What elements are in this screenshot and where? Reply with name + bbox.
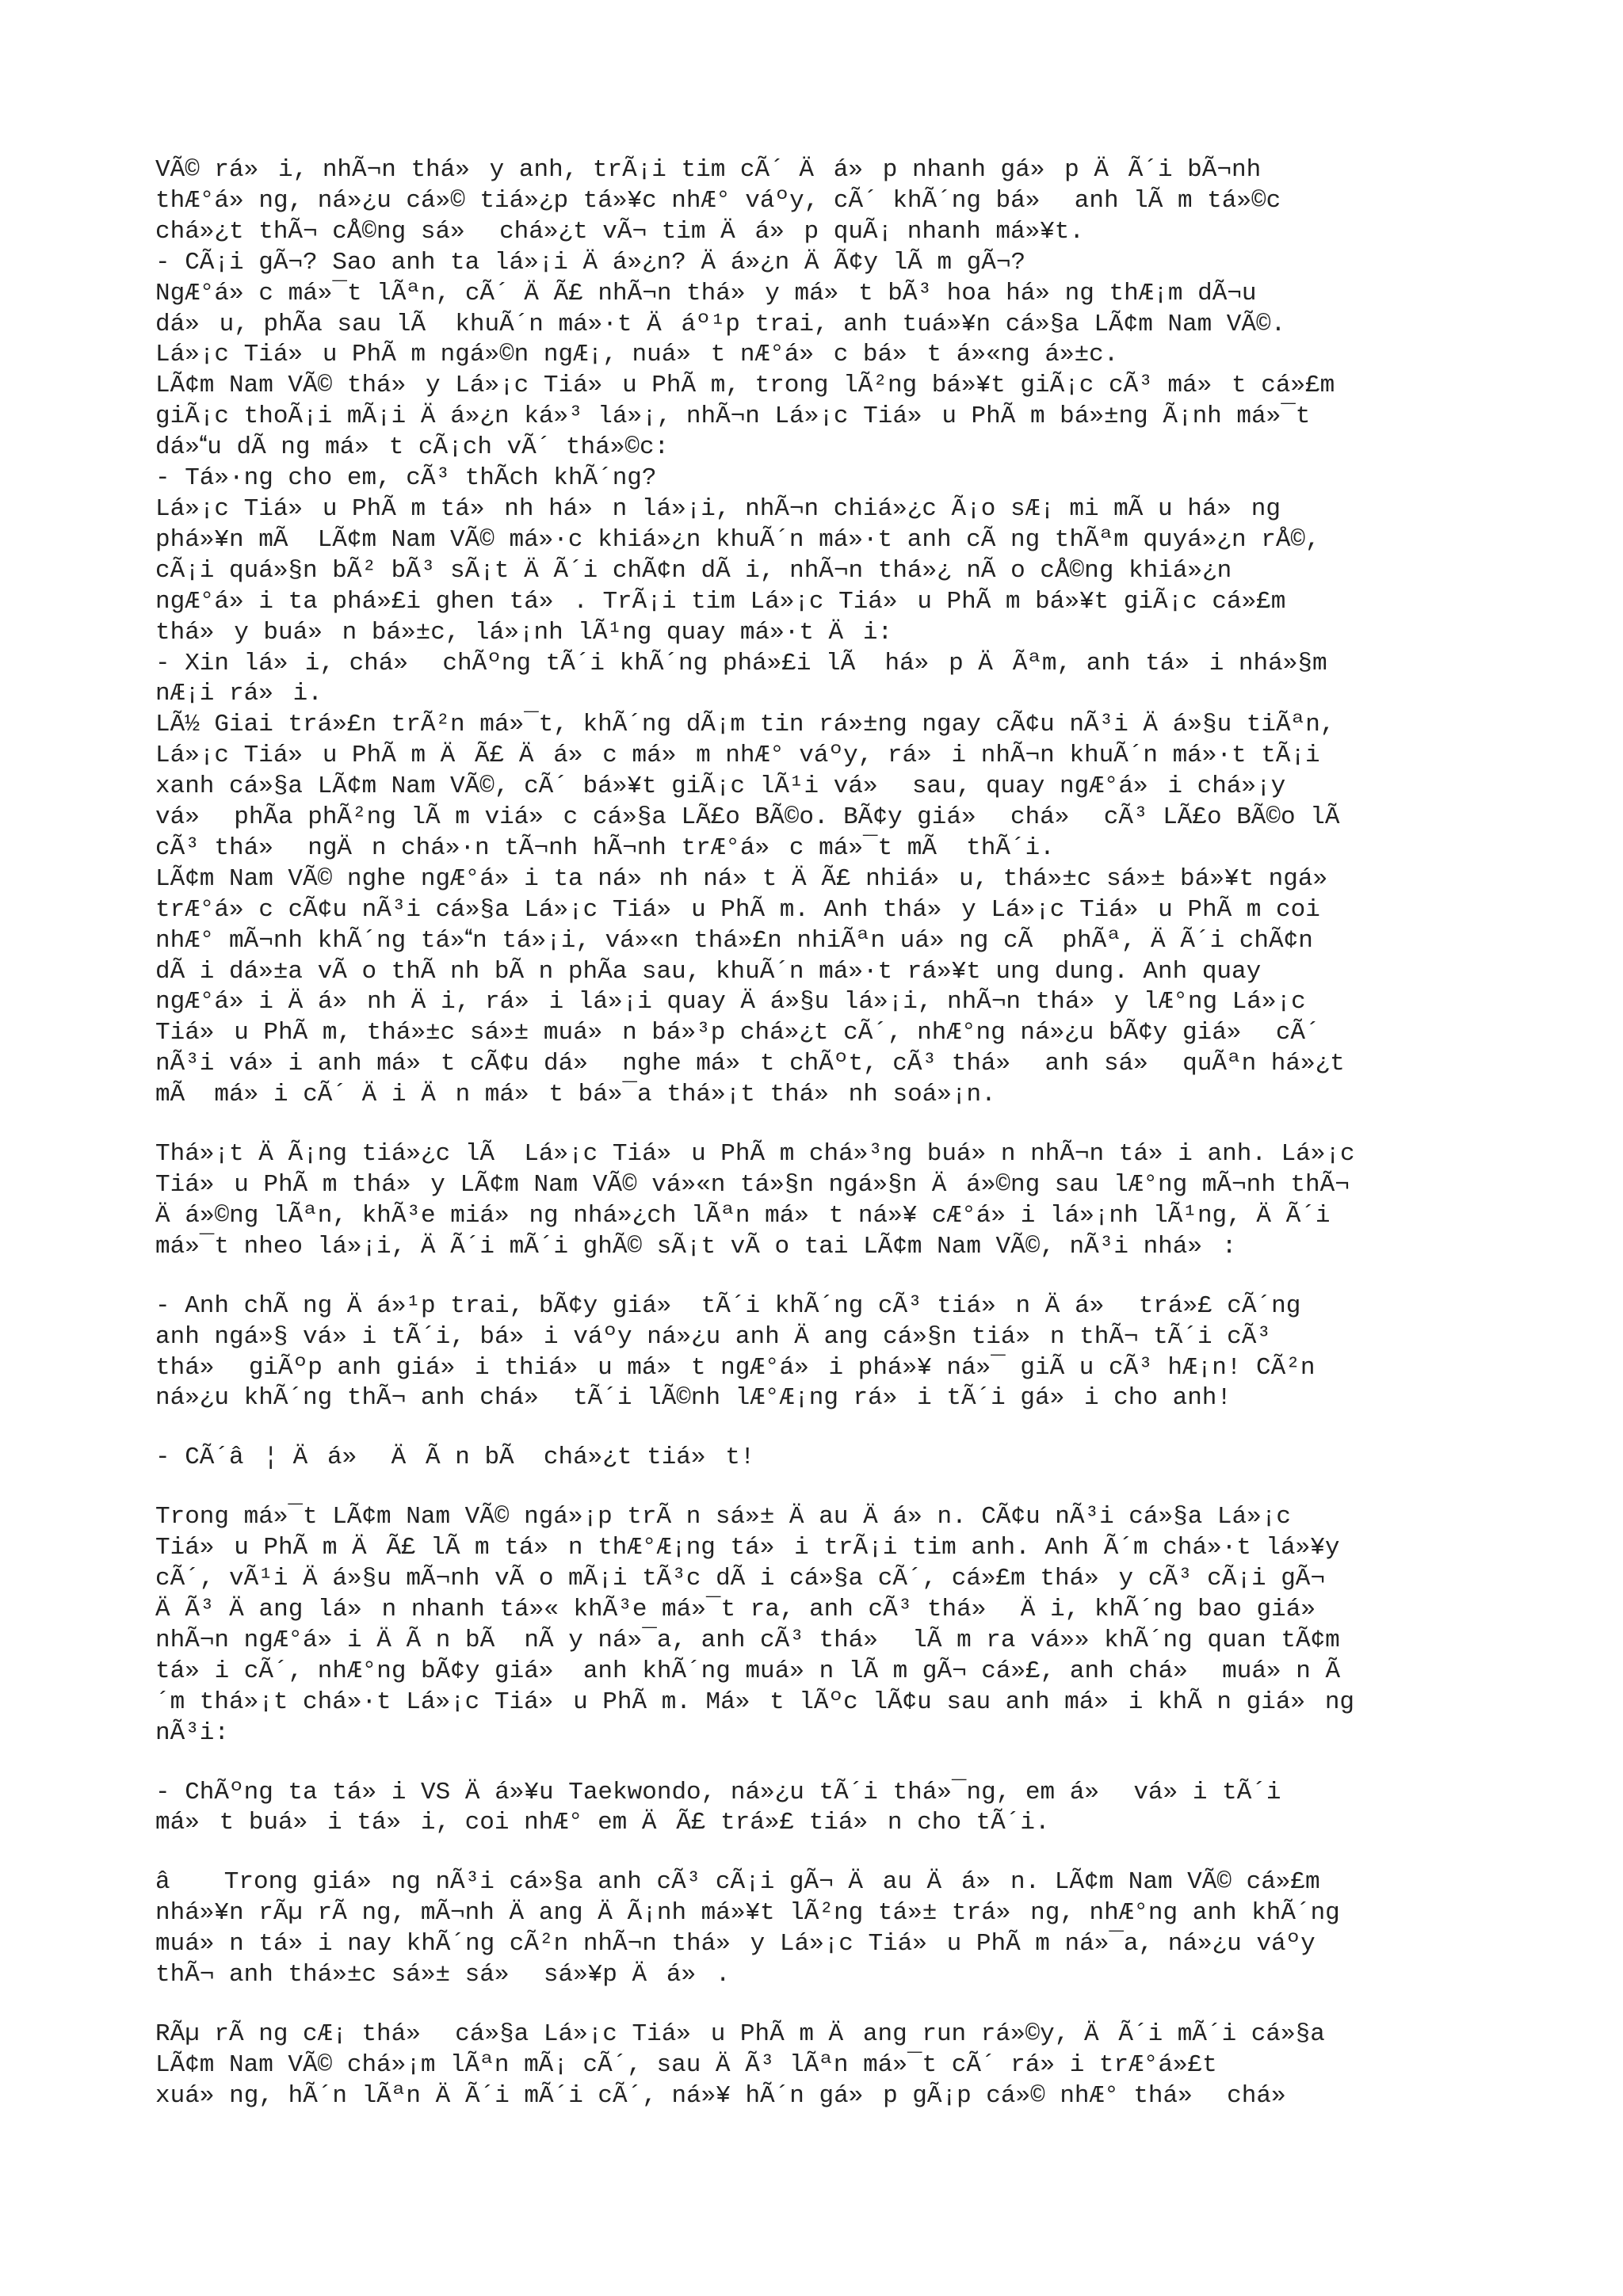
document-page bbox=[155, 155, 1487, 2112]
paragraph-7: â Trong giá»ng nÃ³i cá»§a anh cÃ³ cÃ¡i gÃ¬ Äau Äá»n. LÃ¢m Nam VÃ© cá»£m nhá»¥n rÃµ rÃ ng, mÃ¬nh Äang ÄÃ¡nh má»¥t lÃ²ng tá»± trá»ng, nhÆ°ng anh khÃ´ng muá»n tá»i nay khÃ´ng cÃ²n nhÃ¬n thá»y Lá»¡c Tiá»u PhÃ m ná»¯a, ná»¿u váºy thÃ¬ anh thá»±c sá»± sá» sá»¥p Äá». bbox=[155, 1868, 1340, 1989]
paragraph-gap bbox=[155, 1263, 1487, 1291]
paragraph-3: - Anh chÃ ng Äá»¹p trai, bÃ¢y giá» tÃ´i khÃ´ng cÃ³ tiá»n Äá» trá»£ cÃ´ng anh ngá»§ vá»i tÃ´i, bá»i váºy ná»¿u anh Äang cá»§n tiá»n thÃ¬ tÃ´i cÃ³ thá» giÃºp anh giá»i thiá»u má»t ngÆ°á»i phá»¥ ná»¯ giÃ u cÃ³ hÆ¡n! CÃ²n ná»¿u khÃ´ng thÃ¬ anh chá» tÃ´i lÃ©nh lÆ°Æ¡ng rá»i tÃ´i gá»i cho anh! bbox=[155, 1291, 1316, 1413]
paragraph-gap bbox=[155, 1414, 1487, 1443]
paragraph-gap bbox=[155, 1749, 1487, 1778]
paragraph-6: - ChÃºng ta tá»i VS Äá»¥u Taekwondo, ná»¿u tÃ´i thá»¯ng, em á» vá»i tÃ´i má»t buá»i tá»i, coi nhÆ° em ÄÃ£ trá»£ tiá»n cho tÃ´i. bbox=[155, 1778, 1281, 1837]
paragraph-2: Thá»¡t ÄÃ¡ng tiá»¿c lÃ Lá»¡c Tiá»u PhÃ m chá»³ng buá»n nhÃ¬n tá»i anh. Lá»¡c Tiá»u PhÃ m thá»y LÃ¢m Nam VÃ© vá»«n tá»§n ngá»§n Äá»©ng sau lÆ°ng mÃ¬nh thÃ¬ Äá»©ng lÃªn, khÃ³e miá»ng nhá»¿ch lÃªn má»t ná»¥ cÆ°á»i lá»¡nh lÃ¹ng, ÄÃ´i má»¯t nheo lá»¡i, ÄÃ´i mÃ´i ghÃ© sÃ¡t vÃ o tai LÃ¢m Nam VÃ©, nÃ³i nhá»: bbox=[155, 1140, 1355, 1261]
paragraph-gap bbox=[155, 1991, 1487, 2019]
paragraph-5: Trong má»¯t LÃ¢m Nam VÃ© ngá»¡p trÃ n sá»± Äau Äá»n. CÃ¢u nÃ³i cá»§a Lá»¡c Tiá»u PhÃ m ÄÃ£ lÃ m tá»n thÆ°Æ¡ng tá»i trÃ¡i tim anh. Anh Ã´m chá»·t lá»¥y cÃ´, vÃ¹i Äá»§u mÃ¬nh vÃ o mÃ¡i tÃ³c dÃ i cá»§a cÃ´, cá»£m thá»y cÃ³ cÃ¡i gÃ¬ ÄÃ³ Äang lá»n nhanh tá»« khÃ³e má»¯t ra, anh cÃ³ thá» Äi, khÃ´ng bao giá» nhÃ¬n ngÆ°á»i ÄÃ n bÃ nÃ y ná»¯a, anh cÃ³ thá» lÃ m ra vá»» khÃ´ng quan tÃ¢m tá»i cÃ´, nhÆ°ng bÃ¢y giá» anh khÃ´ng muá»n lÃ m gÃ¬ cá»£, anh chá» muá»n Ã ´m thá»¡t chá»·t Lá»¡c Tiá»u PhÃ m. Má»t lÃºc lÃ¢u sau anh má»i khÃ n giá»ng nÃ³i: bbox=[155, 1503, 1355, 1747]
paragraph-4: - CÃ´â¦ Äá» ÄÃ n bÃ chá»¿t tiá»t! bbox=[155, 1444, 755, 1472]
paragraph-8: RÃµ rÃ ng cÆ¡ thá» cá»§a Lá»¡c Tiá»u PhÃ m Äang run rá»©y, ÄÃ´i mÃ´i cá»§a LÃ¢m Nam VÃ© chá»¡m lÃªn mÃ¡ cÃ´, sau ÄÃ³ lÃªn má»¯t cÃ´ rá»i trÆ°á»£t xuá»ng, hÃ´n lÃªn ÄÃ´i mÃ´i cÃ´, ná»¥ hÃ´n gá»p gÃ¡p cá»© nhÆ° thá» chá» bbox=[155, 2019, 1325, 2110]
paragraph-gap bbox=[155, 1474, 1487, 1502]
paragraph-gap bbox=[155, 1839, 1487, 1867]
paragraph-1: VÃ© rá»i, nhÃ¬n thá»y anh, trÃ¡i tim cÃ´ Äá»p nhanh gá»p ÄÃ´i bÃ¬nh thÆ°á»ng, ná»¿u cá»© tiá»¿p tá»¥c nhÆ° váºy, cÃ´ khÃ´ng bá» anh lÃ m tá»©c chá»¿t thÃ¬ cÅ©ng sá» chá»¿t vÃ¬ tim Äá»p quÃ¡ nhanh má»¥t. - CÃ¡i gÃ¬? Sao anh ta lá»¡i Äá»¿n? Äá»¿n ÄÃ¢y lÃ m gÃ¬? NgÆ°á»c má»¯t lÃªn, cÃ´ ÄÃ£ nhÃ¬n thá»y má»t bÃ³ hoa há»ng thÆ¡m dÃ¬u dá»u, phÃa sau lÃ khuÃ´n má»·t Äáº¹p trai, anh tuá»¥n cá»§a LÃ¢m Nam VÃ©. Lá»¡c Tiá»u PhÃ m ngá»©n ngÆ¡, nuá»t nÆ°á»c bá»t á»«ng á»±c. LÃ¢m Nam VÃ© thá»y Lá»¡c Tiá»u PhÃ m, trong lÃ²ng bá»¥t giÃ¡c cÃ³ má»t cá»£m giÃ¡c thoÃ¡i mÃ¡i Äá»¿n ká»³ lá»¡, nhÃ¬n Lá»¡c Tiá»u PhÃ m bá»±ng Ã¡nh má»¯t dá»u dÃ ng má»t cÃ¡ch vÃ´ thá»©c: - Tá»·ng cho em, cÃ³ thÃch khÃ´ng? Lá»¡c Tiá»u PhÃ m tá»nh há»n lá»¡i, nhÃ¬n chiá»¿c Ã¡o sÆ¡ mi mÃ u há»ng phá»¥n mÃ LÃ¢m Nam VÃ© má»·c khiá»¿n khuÃ´n má»·t anh cÃ ng thÃªm quyá»¿n rÅ©, cÃ¡i quá»§n bÃ² bÃ³ sÃ¡t ÄÃ´i chÃ¢n dÃ i, nhÃ¬n thá»¿ nÃ o cÅ©ng khiá»¿n ngÆ°á»i ta phá»£i ghen tá». TrÃ¡i tim Lá»¡c Tiá»u PhÃ m bá»¥t giÃ¡c cá»£m thá»y buá»n bá»±c, lá»¡nh lÃ¹ng quay má»·t Äi: - Xin lá»i, chá» chÃºng tÃ´i khÃ´ng phá»£i lÃ há»p ÄÃªm, anh tá»i nhá»§m nÆ¡i rá»i. LÃ½ Giai trá»£n trÃ²n má»¯t, khÃ´ng dÃ¡m tin rá»±ng ngay cÃ¢u nÃ³i Äá»§u tiÃªn, Lá»¡c Tiá»u PhÃ m ÄÃ£ Äá»c má»m nhÆ° váºy, rá»i nhÃ¬n khuÃ´n má»·t tÃ¡i xanh cá»§a LÃ¢m Nam VÃ©, cÃ´ bá»¥t giÃ¡c lÃ¹i vá» sau, quay ngÆ°á»i chá»¡y vá» phÃa phÃ²ng lÃ m viá»c cá»§a LÃ£o BÃ©o. BÃ¢y giá» chá» cÃ³ LÃ£o BÃ©o lÃ cÃ³ thá» ngÄn chá»·n tÃ¬nh hÃ¬nh trÆ°á»c má»¯t mÃ thÃ´i. LÃ¢m Nam VÃ© nghe ngÆ°á»i ta ná»nh ná»t ÄÃ£ nhiá»u, thá»±c sá»± bá»¥t ngá» trÆ°á»c cÃ¢u nÃ³i cá»§a Lá»¡c Tiá»u PhÃ m. Anh thá»y Lá»¡c Tiá»u PhÃ m coi nhÆ° mÃ¬nh khÃ´ng tá»n tá»¡i, vá»«n thá»£n nhiÃªn uá»ng cÃ phÃª, ÄÃ´i chÃ¢n dÃ i dá»±a vÃ o thÃ nh bÃ n phÃa sau, khuÃ´n má»·t rá»¥t ung dung. Anh quay ngÆ°á»i Äá»nh Äi, rá»i lá»¡i quay Äá»§u lá»¡i, nhÃ¬n thá»y lÆ°ng Lá»¡c Tiá»u PhÃ m, thá»±c sá»± muá»n bá»³p chá»¿t cÃ´, nhÆ°ng ná»¿u bÃ¢y giá» cÃ´ nÃ³i vá»i anh má»t cÃ¢u dá» nghe má»t chÃºt, cÃ³ thá» anh sá» quÃªn há»¿t mÃ má»i cÃ´ Äi Än má»t bá»¯a thá»¡t thá»nh soá»¡n. bbox=[155, 156, 1345, 1109]
paragraph-gap bbox=[155, 1111, 1487, 1139]
